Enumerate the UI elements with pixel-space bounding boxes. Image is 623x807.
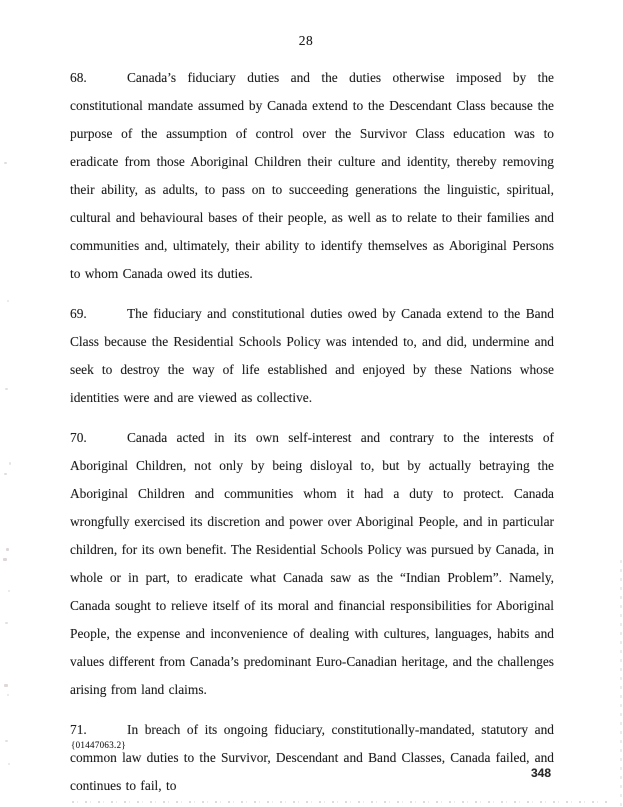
scan-speck [6, 548, 9, 551]
paragraph-69 [70, 300, 554, 412]
paragraph-71 [70, 716, 554, 800]
paragraph-68 [70, 64, 554, 288]
paragraph-text: Canada’s fiduciary duties and the duties otherwise imposed by the constitutional mandate assumed by Canada extend to the Descendant Class because the purpose of the assumption of control over the Survivor Class education was to eradicate from those Aboriginal Children their culture and identity, thereby removing their ability, as adults, to pass on to succeeding generations the linguistic, spiritual, cultural and behavioural bases of their people, as well as to relate to their families and communities and, ultimately, their ability to identify themselves as Aboriginal Persons to whom Canada owed its duties. [70, 70, 554, 281]
scan-speck [5, 740, 8, 742]
scan-speck [8, 590, 10, 592]
paragraph-text: Canada acted in its own self-interest and contrary to the interests of Aboriginal Children, not only by being disloyal to, but by actually betraying the Aboriginal Children and communities whom it had a duty to protect. Canada wrongfully exercised its discretion and power over Aboriginal People, and in particular children, for its own benefit. The Residential Schools Policy was pursued by Canada, in whole or in part, to eradicate what Canada saw as the “Indian Problem”. Namely, Canada sought to relieve itself of its moral and financial responsibilities for Aboriginal People, the expense and inconvenience of dealing with cultures, languages, habits and values different from Canada’s predominant Euro-Canadian heritage, and the challenges arising from land claims. [70, 430, 554, 697]
scan-noise-bottom-edge [72, 801, 609, 803]
document-control-number: {01447063.2} [71, 740, 126, 750]
scan-speck [7, 300, 9, 302]
paragraph-number: 71. [70, 722, 87, 737]
paragraph-70 [70, 424, 554, 704]
document-body [70, 64, 554, 807]
scan-speck [9, 462, 11, 465]
page-number: 28 [298, 33, 314, 48]
scan-speck [5, 388, 8, 390]
paragraph-text: In breach of its ongoing fiduciary, constitutionally-mandated, statutory and common law duties to the Survivor, Descendant and Band Classes, Canada failed, and continues to fail, to [70, 722, 554, 793]
scan-speck [5, 622, 8, 624]
scan-noise-right-edge [620, 560, 622, 807]
scan-speck [4, 473, 7, 475]
scan-speck [8, 763, 10, 765]
stamp-page-number: 348 [531, 766, 552, 780]
scan-speck [4, 162, 7, 164]
paragraph-text: The fiduciary and constitutional duties owed by Canada extend to the Band Class because the Residential Schools Policy was intended to, and did, undermine and seek to destroy the way of life established and enjoyed by these Nations whose identities were and are viewed as collective. [70, 306, 554, 405]
paragraph-number: 70. [70, 430, 87, 445]
scan-speck [7, 694, 9, 696]
scan-speck [4, 684, 8, 687]
paragraph-number: 68. [70, 70, 87, 85]
scan-speck [3, 558, 7, 561]
paragraph-number: 69. [70, 306, 87, 321]
